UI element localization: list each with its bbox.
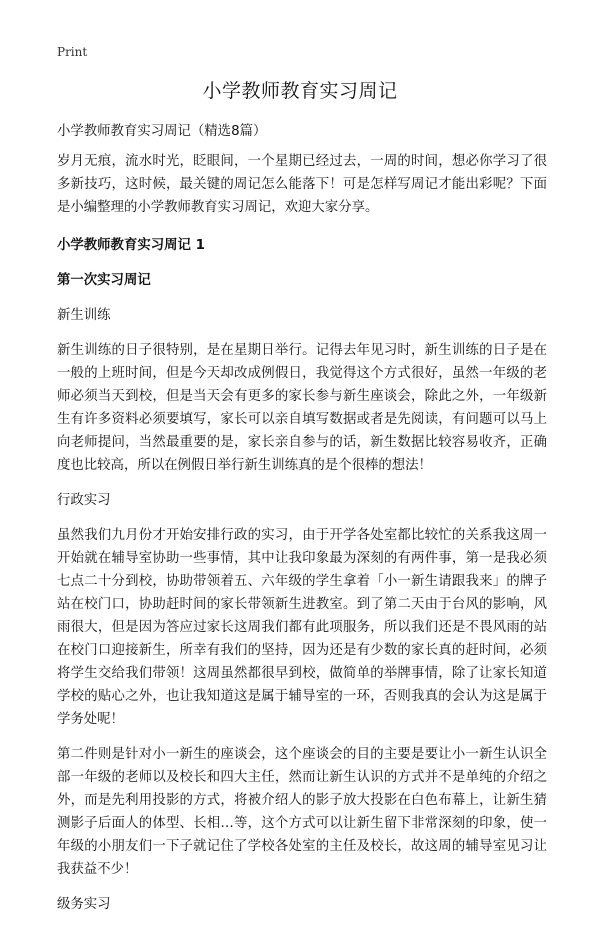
- admin-paragraph-2: 第二件则是针对小一新生的座谈会，这个座谈会的目的主要是要让小一新生认识全部一年级的老师以及校长和四大主任，然而让新生认识的方式并不是单纯的介绍之外，而是先利用投影的方式，将被介绍人的影子放大投影在白色布幕上，让新生猜测影子后面人的体型、长相…等，这个方式可以让新生留下非常深刻的印象，使一年级的小朋友们一下子就记住了学校各处室的主任及校长，故这周的辅导室见习让我获益不少！: [57, 747, 547, 877]
- document-subtitle: 小学教师教育实习周记（精选8篇）: [57, 124, 267, 139]
- orientation-paragraph: 新生训练的日子很特别，是在星期日举行。记得去年见习时，新生训练的日子是在一般的上班时间，但是今天却改成例假日，我觉得这个方式很好，虽然一年级的老师必须当天到校，但是当天会有更多的家长参与新生座谈会，除此之外，一年级新生有许多资料必须要填写，家长可以亲自填写数据或者是先阅读，有问题可以马上向老师提问，当然最重要的是，家长亲自参与的话，新生数据比较容易收齐，正确度也比较高，所以在例假日举行新生训练真的是个很棒的想法！: [57, 343, 547, 473]
- section-label-orientation: 新生训练: [57, 308, 111, 323]
- section-label-admin: 行政实习: [57, 493, 111, 508]
- admin-paragraph-1: 虽然我们九月份才开始安排行政的实习，由于开学各处室都比较忙的关系我这周一开始就在辅导室协助一些事情，其中让我印象最为深刻的有两件事，第一是我必须七点二十分到校，协助带领着五、六年级的学生拿着「小一新生请跟我来」的牌子站在校门口，协助赶时间的家长带领新生进教室。到了第二天由于台风的影响，风雨很大，但是因为答应过家长这周我们都有此项服务，所以我们还是不畏风雨的站在校门口迎接新生，所幸有我们的坚持，因为还是有少数的家长真的赶时间，必须将学生交给我们带领！这周虽然都很早到校，做简单的举牌事情，除了让家长知道学校的贴心之外，也让我知道这是属于辅导室的一环，否则我真的会认为这是属于学务处呢！: [57, 528, 547, 727]
- article-heading: 小学教师教育实习周记 1: [57, 238, 205, 253]
- intro-paragraph: 岁月无痕，流水时光，眨眼间，一个星期已经过去，一周的时间，想必你学习了很多新技巧，这时候，最关键的周记怎么能落下！可是怎样写周记才能出彩呢？下面是小编整理的小学教师教育实习周记，欢迎大家分享。: [57, 154, 547, 215]
- document-body: [57, 120, 547, 928]
- page-title: 小学教师教育实习周记: [202, 80, 398, 102]
- week-heading: 第一次实习周记: [57, 273, 151, 288]
- print-link[interactable]: Print: [57, 45, 88, 59]
- section-label-class-affairs: 级务实习: [57, 897, 111, 912]
